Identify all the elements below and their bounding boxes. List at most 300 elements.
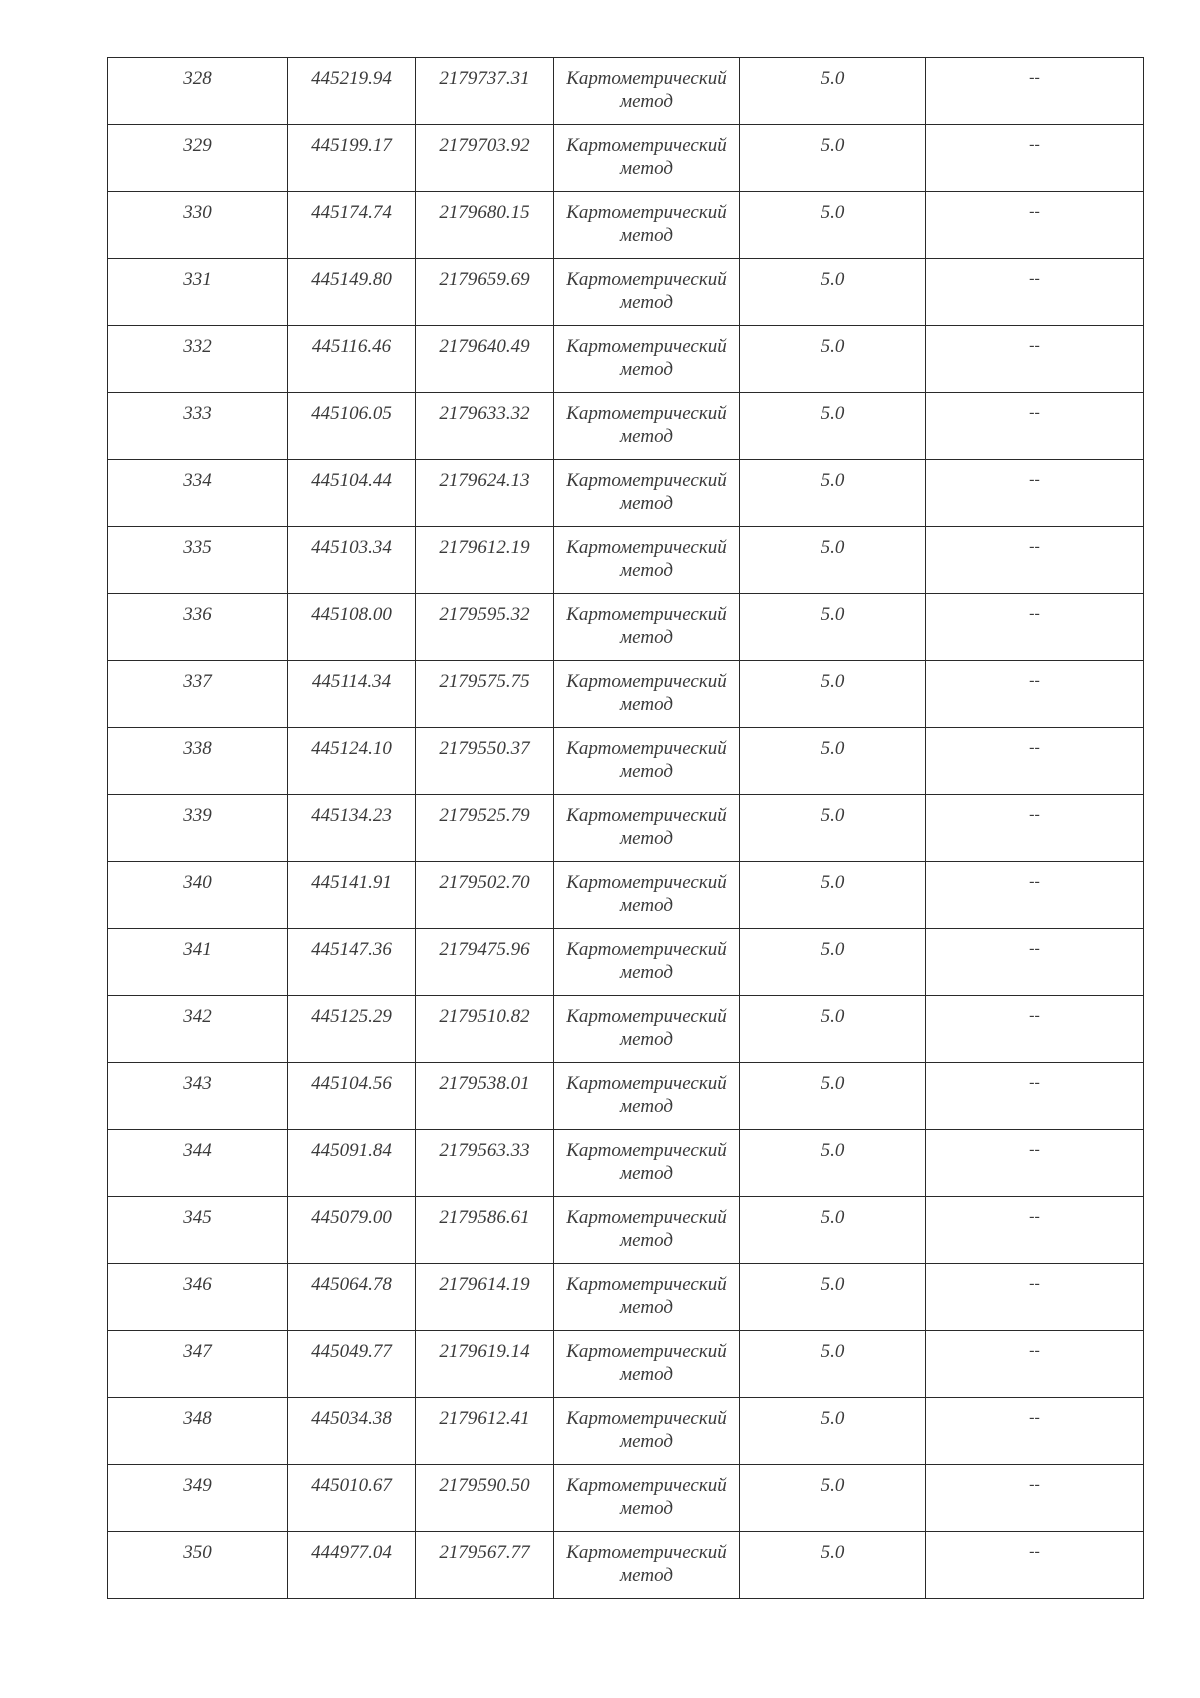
description-cell	[926, 1331, 1144, 1398]
y-coordinate-cell	[416, 393, 554, 460]
method-cell-text: Картометрический метод	[566, 135, 727, 179]
description-cell	[926, 1532, 1144, 1599]
point-number-cell-text: 345	[183, 1207, 212, 1228]
x-coordinate-cell-text: 445114.34	[311, 671, 392, 692]
x-coordinate-cell	[288, 594, 416, 661]
point-number-cell	[108, 661, 288, 728]
y-coordinate-cell	[416, 1063, 554, 1130]
description-cell	[926, 1197, 1144, 1264]
x-coordinate-cell	[288, 862, 416, 929]
description-cell	[926, 1063, 1144, 1130]
accuracy-cell-text: 5.0	[820, 202, 845, 223]
method-cell	[554, 1398, 740, 1465]
method-cell-text: Картометрический метод	[566, 671, 727, 715]
accuracy-cell-text: 5.0	[820, 1542, 845, 1563]
y-coordinate-cell	[416, 192, 554, 259]
x-coordinate-cell	[288, 728, 416, 795]
y-coordinate-cell-text: 2179640.49	[439, 336, 530, 357]
point-number-cell	[108, 393, 288, 460]
accuracy-cell	[740, 996, 926, 1063]
point-number-cell	[108, 527, 288, 594]
description-cell-text: --	[1029, 806, 1040, 823]
x-coordinate-cell	[288, 1465, 416, 1532]
x-coordinate-cell	[288, 1331, 416, 1398]
y-coordinate-cell-text: 2179475.96	[439, 939, 530, 960]
table-row	[108, 58, 1144, 125]
x-coordinate-cell-text: 445219.94	[311, 68, 392, 89]
method-cell	[554, 58, 740, 125]
method-cell	[554, 326, 740, 393]
method-cell	[554, 1331, 740, 1398]
accuracy-cell	[740, 1398, 926, 1465]
accuracy-cell-text: 5.0	[820, 470, 845, 491]
method-cell	[554, 661, 740, 728]
point-number-cell	[108, 728, 288, 795]
description-cell-text: --	[1029, 1275, 1040, 1292]
y-coordinate-cell-text: 2179563.33	[439, 1140, 530, 1161]
x-coordinate-cell-text: 445034.38	[311, 1408, 392, 1429]
accuracy-cell	[740, 259, 926, 326]
y-coordinate-cell-text: 2179619.14	[439, 1341, 530, 1362]
description-cell-text: --	[1029, 337, 1040, 354]
x-coordinate-cell-text: 445103.34	[311, 537, 392, 558]
description-cell	[926, 125, 1144, 192]
description-cell-text: --	[1029, 1476, 1040, 1493]
method-cell	[554, 1532, 740, 1599]
y-coordinate-cell-text: 2179590.50	[439, 1475, 530, 1496]
accuracy-cell-text: 5.0	[820, 939, 845, 960]
point-number-cell-text: 340	[183, 872, 212, 893]
y-coordinate-cell	[416, 795, 554, 862]
method-cell-text: Картометрический метод	[566, 1475, 727, 1519]
accuracy-cell-text: 5.0	[820, 537, 845, 558]
accuracy-cell	[740, 58, 926, 125]
x-coordinate-cell	[288, 326, 416, 393]
method-cell-text: Картометрический метод	[566, 604, 727, 648]
x-coordinate-cell	[288, 661, 416, 728]
point-number-cell-text: 330	[183, 202, 212, 223]
y-coordinate-cell	[416, 1331, 554, 1398]
method-cell	[554, 1465, 740, 1532]
table-row	[108, 192, 1144, 259]
y-coordinate-cell-text: 2179633.32	[439, 403, 530, 424]
point-number-cell-text: 342	[183, 1006, 212, 1027]
x-coordinate-cell	[288, 1197, 416, 1264]
accuracy-cell	[740, 1130, 926, 1197]
description-cell	[926, 326, 1144, 393]
accuracy-cell-text: 5.0	[820, 336, 845, 357]
method-cell	[554, 192, 740, 259]
method-cell-text: Картометрический метод	[566, 939, 727, 983]
description-cell-text: --	[1029, 1007, 1040, 1024]
x-coordinate-cell-text: 445149.80	[311, 269, 392, 290]
x-coordinate-cell	[288, 192, 416, 259]
x-coordinate-cell-text: 445174.74	[311, 202, 392, 223]
point-number-cell-text: 336	[183, 604, 212, 625]
x-coordinate-cell-text: 445049.77	[311, 1341, 392, 1362]
table-row	[108, 996, 1144, 1063]
y-coordinate-cell-text: 2179612.19	[439, 537, 530, 558]
x-coordinate-cell-text: 444977.04	[311, 1542, 392, 1563]
accuracy-cell-text: 5.0	[820, 1408, 845, 1429]
table-row	[108, 1130, 1144, 1197]
table-row	[108, 326, 1144, 393]
point-number-cell	[108, 1398, 288, 1465]
x-coordinate-cell-text: 445134.23	[311, 805, 392, 826]
point-number-cell-text: 348	[183, 1408, 212, 1429]
y-coordinate-cell	[416, 594, 554, 661]
x-coordinate-cell-text: 445104.44	[311, 470, 392, 491]
table-row	[108, 795, 1144, 862]
method-cell	[554, 929, 740, 996]
x-coordinate-cell	[288, 125, 416, 192]
accuracy-cell-text: 5.0	[820, 135, 845, 156]
x-coordinate-cell-text: 445147.36	[311, 939, 392, 960]
accuracy-cell	[740, 1331, 926, 1398]
y-coordinate-cell	[416, 326, 554, 393]
accuracy-cell	[740, 594, 926, 661]
point-number-cell-text: 341	[183, 939, 212, 960]
coordinates-table-body	[108, 58, 1144, 1599]
method-cell	[554, 795, 740, 862]
y-coordinate-cell	[416, 728, 554, 795]
accuracy-cell	[740, 1063, 926, 1130]
x-coordinate-cell-text: 445064.78	[311, 1274, 392, 1295]
description-cell	[926, 795, 1144, 862]
method-cell	[554, 996, 740, 1063]
table-row	[108, 460, 1144, 527]
x-coordinate-cell	[288, 1063, 416, 1130]
method-cell	[554, 862, 740, 929]
x-coordinate-cell	[288, 393, 416, 460]
point-number-cell-text: 335	[183, 537, 212, 558]
point-number-cell-text: 344	[183, 1140, 212, 1161]
y-coordinate-cell-text: 2179737.31	[439, 68, 530, 89]
method-cell	[554, 1264, 740, 1331]
point-number-cell-text: 333	[183, 403, 212, 424]
table-row	[108, 1532, 1144, 1599]
method-cell-text: Картометрический метод	[566, 537, 727, 581]
table-row	[108, 1063, 1144, 1130]
y-coordinate-cell	[416, 1398, 554, 1465]
y-coordinate-cell	[416, 125, 554, 192]
point-number-cell-text: 343	[183, 1073, 212, 1094]
method-cell	[554, 1130, 740, 1197]
table-row	[108, 1398, 1144, 1465]
accuracy-cell-text: 5.0	[820, 604, 845, 625]
y-coordinate-cell	[416, 259, 554, 326]
description-cell-text: --	[1029, 471, 1040, 488]
x-coordinate-cell-text: 445199.17	[311, 135, 392, 156]
y-coordinate-cell-text: 2179595.32	[439, 604, 530, 625]
method-cell-text: Картометрический метод	[566, 403, 727, 447]
point-number-cell-text: 334	[183, 470, 212, 491]
method-cell-text: Картометрический метод	[566, 1073, 727, 1117]
point-number-cell-text: 350	[183, 1542, 212, 1563]
description-cell-text: --	[1029, 940, 1040, 957]
method-cell-text: Картометрический метод	[566, 202, 727, 246]
accuracy-cell-text: 5.0	[820, 269, 845, 290]
y-coordinate-cell-text: 2179538.01	[439, 1073, 530, 1094]
description-cell-text: --	[1029, 1208, 1040, 1225]
description-cell	[926, 728, 1144, 795]
point-number-cell	[108, 929, 288, 996]
x-coordinate-cell	[288, 460, 416, 527]
x-coordinate-cell-text: 445104.56	[311, 1073, 392, 1094]
description-cell	[926, 1465, 1144, 1532]
x-coordinate-cell	[288, 996, 416, 1063]
point-number-cell-text: 328	[183, 68, 212, 89]
description-cell-text: --	[1029, 136, 1040, 153]
description-cell	[926, 996, 1144, 1063]
method-cell	[554, 1063, 740, 1130]
table-row	[108, 594, 1144, 661]
accuracy-cell-text: 5.0	[820, 1006, 845, 1027]
table-row	[108, 259, 1144, 326]
description-cell	[926, 661, 1144, 728]
y-coordinate-cell-text: 2179550.37	[439, 738, 530, 759]
method-cell-text: Картометрический метод	[566, 68, 727, 112]
point-number-cell	[108, 1532, 288, 1599]
table-row	[108, 1264, 1144, 1331]
method-cell	[554, 527, 740, 594]
x-coordinate-cell-text: 445079.00	[311, 1207, 392, 1228]
point-number-cell	[108, 996, 288, 1063]
description-cell	[926, 58, 1144, 125]
point-number-cell	[108, 862, 288, 929]
point-number-cell	[108, 192, 288, 259]
table-row	[108, 862, 1144, 929]
y-coordinate-cell-text: 2179659.69	[439, 269, 530, 290]
accuracy-cell	[740, 1465, 926, 1532]
accuracy-cell	[740, 1264, 926, 1331]
table-row	[108, 1465, 1144, 1532]
y-coordinate-cell	[416, 1532, 554, 1599]
method-cell	[554, 393, 740, 460]
y-coordinate-cell	[416, 1197, 554, 1264]
point-number-cell-text: 349	[183, 1475, 212, 1496]
description-cell-text: --	[1029, 203, 1040, 220]
description-cell-text: --	[1029, 1074, 1040, 1091]
method-cell	[554, 1197, 740, 1264]
point-number-cell-text: 339	[183, 805, 212, 826]
accuracy-cell	[740, 929, 926, 996]
accuracy-cell	[740, 1197, 926, 1264]
point-number-cell	[108, 594, 288, 661]
method-cell	[554, 125, 740, 192]
table-row	[108, 1197, 1144, 1264]
description-cell	[926, 192, 1144, 259]
method-cell-text: Картометрический метод	[566, 470, 727, 514]
x-coordinate-cell	[288, 1532, 416, 1599]
y-coordinate-cell-text: 2179586.61	[439, 1207, 530, 1228]
y-coordinate-cell	[416, 1130, 554, 1197]
description-cell-text: --	[1029, 538, 1040, 555]
accuracy-cell	[740, 795, 926, 862]
point-number-cell	[108, 1130, 288, 1197]
accuracy-cell-text: 5.0	[820, 1475, 845, 1496]
point-number-cell	[108, 326, 288, 393]
description-cell	[926, 862, 1144, 929]
accuracy-cell	[740, 527, 926, 594]
point-number-cell-text: 329	[183, 135, 212, 156]
x-coordinate-cell	[288, 929, 416, 996]
table-row	[108, 393, 1144, 460]
y-coordinate-cell-text: 2179525.79	[439, 805, 530, 826]
method-cell-text: Картометрический метод	[566, 1140, 727, 1184]
description-cell-text: --	[1029, 1543, 1040, 1560]
method-cell-text: Картометрический метод	[566, 336, 727, 380]
method-cell-text: Картометрический метод	[566, 1274, 727, 1318]
y-coordinate-cell	[416, 460, 554, 527]
accuracy-cell-text: 5.0	[820, 1341, 845, 1362]
table-row	[108, 125, 1144, 192]
method-cell	[554, 728, 740, 795]
x-coordinate-cell	[288, 259, 416, 326]
y-coordinate-cell-text: 2179624.13	[439, 470, 530, 491]
y-coordinate-cell-text: 2179502.70	[439, 872, 530, 893]
table-row	[108, 527, 1144, 594]
y-coordinate-cell-text: 2179575.75	[439, 671, 530, 692]
x-coordinate-cell-text: 445091.84	[311, 1140, 392, 1161]
description-cell-text: --	[1029, 1141, 1040, 1158]
accuracy-cell	[740, 192, 926, 259]
x-coordinate-cell	[288, 1264, 416, 1331]
y-coordinate-cell-text: 2179567.77	[439, 1542, 530, 1563]
point-number-cell	[108, 1063, 288, 1130]
accuracy-cell	[740, 862, 926, 929]
point-number-cell	[108, 460, 288, 527]
point-number-cell	[108, 58, 288, 125]
description-cell-text: --	[1029, 270, 1040, 287]
point-number-cell	[108, 1264, 288, 1331]
description-cell-text: --	[1029, 739, 1040, 756]
point-number-cell-text: 337	[183, 671, 212, 692]
x-coordinate-cell	[288, 527, 416, 594]
method-cell-text: Картометрический метод	[566, 872, 727, 916]
x-coordinate-cell-text: 445108.00	[311, 604, 392, 625]
table-row	[108, 929, 1144, 996]
point-number-cell-text: 332	[183, 336, 212, 357]
x-coordinate-cell	[288, 795, 416, 862]
description-cell-text: --	[1029, 605, 1040, 622]
y-coordinate-cell	[416, 58, 554, 125]
method-cell	[554, 259, 740, 326]
accuracy-cell	[740, 393, 926, 460]
description-cell-text: --	[1029, 1409, 1040, 1426]
description-cell	[926, 259, 1144, 326]
accuracy-cell-text: 5.0	[820, 872, 845, 893]
point-number-cell-text: 347	[183, 1341, 212, 1362]
method-cell-text: Картометрический метод	[566, 1408, 727, 1452]
point-number-cell	[108, 1197, 288, 1264]
y-coordinate-cell-text: 2179614.19	[439, 1274, 530, 1295]
y-coordinate-cell-text: 2179703.92	[439, 135, 530, 156]
table-row	[108, 661, 1144, 728]
description-cell	[926, 460, 1144, 527]
description-cell	[926, 1264, 1144, 1331]
x-coordinate-cell-text: 445116.46	[311, 336, 392, 357]
description-cell	[926, 393, 1144, 460]
accuracy-cell-text: 5.0	[820, 671, 845, 692]
point-number-cell-text: 338	[183, 738, 212, 759]
x-coordinate-cell	[288, 58, 416, 125]
description-cell	[926, 1398, 1144, 1465]
accuracy-cell	[740, 326, 926, 393]
point-number-cell	[108, 125, 288, 192]
y-coordinate-cell	[416, 527, 554, 594]
method-cell-text: Картометрический метод	[566, 738, 727, 782]
x-coordinate-cell-text: 445010.67	[311, 1475, 392, 1496]
accuracy-cell	[740, 1532, 926, 1599]
accuracy-cell-text: 5.0	[820, 1073, 845, 1094]
y-coordinate-cell	[416, 661, 554, 728]
description-cell-text: --	[1029, 873, 1040, 890]
point-number-cell-text: 331	[183, 269, 212, 290]
y-coordinate-cell-text: 2179680.15	[439, 202, 530, 223]
description-cell-text: --	[1029, 404, 1040, 421]
method-cell-text: Картометрический метод	[566, 1006, 727, 1050]
description-cell	[926, 1130, 1144, 1197]
x-coordinate-cell	[288, 1130, 416, 1197]
x-coordinate-cell	[288, 1398, 416, 1465]
method-cell-text: Картометрический метод	[566, 269, 727, 313]
accuracy-cell-text: 5.0	[820, 738, 845, 759]
x-coordinate-cell-text: 445125.29	[311, 1006, 392, 1027]
accuracy-cell	[740, 125, 926, 192]
point-number-cell	[108, 795, 288, 862]
x-coordinate-cell-text: 445124.10	[311, 738, 392, 759]
description-cell	[926, 594, 1144, 661]
accuracy-cell	[740, 460, 926, 527]
description-cell-text: --	[1029, 69, 1040, 86]
coordinates-table	[107, 57, 1144, 1599]
description-cell	[926, 929, 1144, 996]
method-cell	[554, 594, 740, 661]
point-number-cell	[108, 1331, 288, 1398]
description-cell	[926, 527, 1144, 594]
accuracy-cell	[740, 728, 926, 795]
y-coordinate-cell	[416, 996, 554, 1063]
y-coordinate-cell	[416, 1465, 554, 1532]
method-cell-text: Картометрический метод	[566, 1542, 727, 1586]
accuracy-cell-text: 5.0	[820, 403, 845, 424]
y-coordinate-cell-text: 2179612.41	[439, 1408, 530, 1429]
accuracy-cell	[740, 661, 926, 728]
y-coordinate-cell	[416, 862, 554, 929]
accuracy-cell-text: 5.0	[820, 1274, 845, 1295]
y-coordinate-cell-text: 2179510.82	[439, 1006, 530, 1027]
description-cell-text: --	[1029, 672, 1040, 689]
point-number-cell-text: 346	[183, 1274, 212, 1295]
point-number-cell	[108, 1465, 288, 1532]
table-row	[108, 1331, 1144, 1398]
method-cell-text: Картометрический метод	[566, 1207, 727, 1251]
accuracy-cell-text: 5.0	[820, 68, 845, 89]
accuracy-cell-text: 5.0	[820, 1140, 845, 1161]
x-coordinate-cell-text: 445106.05	[311, 403, 392, 424]
method-cell-text: Картометрический метод	[566, 1341, 727, 1385]
method-cell-text: Картометрический метод	[566, 805, 727, 849]
method-cell	[554, 460, 740, 527]
table-row	[108, 728, 1144, 795]
point-number-cell	[108, 259, 288, 326]
y-coordinate-cell	[416, 1264, 554, 1331]
description-cell-text: --	[1029, 1342, 1040, 1359]
x-coordinate-cell-text: 445141.91	[311, 872, 392, 893]
accuracy-cell-text: 5.0	[820, 1207, 845, 1228]
accuracy-cell-text: 5.0	[820, 805, 845, 826]
